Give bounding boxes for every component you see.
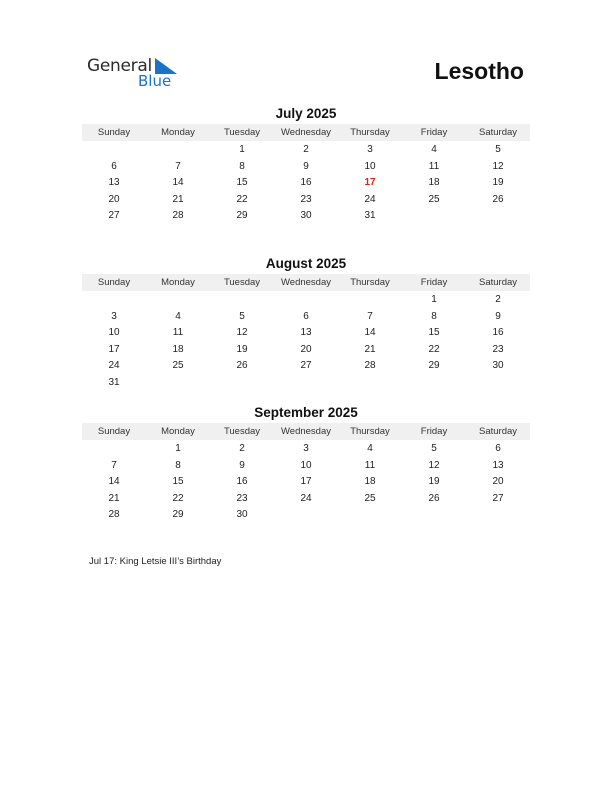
weekday-label: Wednesday: [281, 426, 331, 437]
week-row: [82, 491, 530, 508]
weekday-label: Sunday: [97, 127, 131, 138]
day-cell: 22: [236, 193, 248, 205]
day-cell: 30: [236, 509, 248, 521]
week-row: [82, 192, 530, 209]
week-row: [82, 325, 530, 342]
day-cell: [338, 292, 402, 309]
weekday-label: Saturday: [478, 277, 518, 288]
holiday-day-cell: 17: [364, 177, 376, 189]
week-row: [82, 507, 530, 524]
week-row: [82, 441, 530, 458]
day-cell: [274, 507, 338, 524]
day-cell: 30: [300, 210, 312, 222]
day-cell: [402, 375, 466, 392]
day-cell: 11: [428, 160, 440, 172]
day-cell: 12: [428, 459, 440, 471]
weekday-label: Friday: [420, 426, 448, 437]
weekday-label: Monday: [161, 277, 195, 288]
day-cell: 29: [172, 509, 184, 521]
day-cell: 24: [108, 360, 120, 372]
country-title: Lesotho: [434, 58, 524, 84]
day-cell: 28: [172, 210, 184, 222]
day-cell: 1: [431, 294, 437, 305]
day-cell: [402, 208, 466, 225]
month-calendar: [82, 106, 530, 225]
day-cell: 5: [431, 443, 437, 454]
week-row: [82, 358, 530, 375]
day-cell: 16: [300, 177, 312, 189]
day-cell: 10: [364, 160, 376, 172]
day-cell: 3: [367, 144, 373, 155]
day-cell: [402, 507, 466, 524]
day-cell: 6: [111, 160, 117, 172]
day-cell: 29: [428, 360, 440, 372]
day-cell: [466, 375, 530, 392]
day-cell: 6: [495, 443, 501, 454]
day-cell: 18: [428, 177, 440, 189]
weeks-grid: [82, 141, 530, 225]
day-cell: 31: [108, 376, 120, 388]
weekday-header-row: [82, 274, 530, 291]
day-cell: 3: [303, 443, 309, 454]
day-cell: [82, 441, 146, 458]
month-calendar: [82, 405, 530, 524]
day-cell: 2: [495, 294, 501, 305]
day-cell: 19: [428, 476, 440, 488]
day-cell: 25: [172, 360, 184, 372]
day-cell: 25: [364, 492, 376, 504]
day-cell: 19: [236, 343, 248, 355]
weekday-header-row: [82, 423, 530, 440]
week-row: [82, 208, 530, 225]
day-cell: 27: [492, 492, 504, 504]
month-title: July 2025: [275, 106, 337, 121]
week-row: [82, 309, 530, 326]
day-cell: [82, 292, 146, 309]
day-cell: 4: [175, 310, 181, 322]
day-cell: 27: [108, 210, 120, 222]
day-cell: 28: [364, 360, 376, 372]
weekday-label: Thursday: [350, 127, 390, 138]
day-cell: 26: [492, 193, 504, 205]
day-cell: 12: [492, 160, 504, 172]
day-cell: 24: [364, 193, 376, 205]
day-cell: 17: [108, 343, 120, 355]
day-cell: 15: [428, 327, 440, 339]
day-cell: 2: [303, 144, 309, 155]
day-cell: 21: [108, 492, 120, 504]
day-cell: [338, 507, 402, 524]
weekday-label: Wednesday: [281, 127, 331, 138]
day-cell: [146, 292, 210, 309]
week-row: [82, 292, 530, 309]
day-cell: 18: [172, 343, 184, 355]
day-cell: 5: [495, 144, 501, 155]
day-cell: 25: [428, 193, 440, 205]
day-cell: 1: [175, 443, 181, 454]
day-cell: 5: [239, 310, 245, 322]
day-cell: 28: [108, 509, 120, 521]
day-cell: 7: [367, 310, 373, 322]
day-cell: [146, 142, 210, 159]
day-cell: 18: [364, 476, 376, 488]
weekday-label: Monday: [161, 127, 195, 138]
day-cell: 21: [172, 193, 184, 205]
day-cell: 10: [108, 327, 120, 339]
weekday-label: Sunday: [97, 426, 131, 437]
day-cell: 26: [236, 360, 248, 372]
week-row: [82, 175, 530, 192]
day-cell: 13: [108, 177, 120, 189]
day-cell: 20: [492, 476, 504, 488]
logo-text-general: General: [87, 56, 152, 76]
day-cell: 23: [236, 492, 248, 504]
month-title: August 2025: [265, 256, 347, 271]
day-cell: 19: [492, 177, 504, 189]
day-cell: 10: [300, 459, 312, 471]
day-cell: 3: [111, 310, 117, 322]
day-cell: [210, 292, 274, 309]
day-cell: [146, 375, 210, 392]
weekday-label: Thursday: [350, 277, 390, 288]
weekday-label: Friday: [420, 127, 448, 138]
day-cell: [466, 208, 530, 225]
day-cell: 16: [492, 327, 504, 339]
week-row: [82, 159, 530, 176]
day-cell: 8: [175, 459, 181, 471]
week-row: [82, 458, 530, 475]
day-cell: 14: [108, 476, 120, 488]
day-cell: 26: [428, 492, 440, 504]
day-cell: 31: [364, 210, 376, 222]
month-title: September 2025: [254, 405, 358, 420]
day-cell: 9: [239, 459, 245, 471]
day-cell: 9: [303, 160, 309, 172]
week-row: [82, 474, 530, 491]
day-cell: 30: [492, 360, 504, 372]
weeks-grid: [82, 440, 530, 524]
day-cell: 11: [364, 459, 376, 471]
brand-logo: [87, 56, 187, 92]
holiday-note: Jul 17: King Letsie III’s Birthday: [89, 556, 222, 567]
day-cell: 9: [495, 310, 501, 322]
weekday-label: Saturday: [478, 127, 518, 138]
day-cell: 21: [364, 343, 376, 355]
weekday-label: Tuesday: [223, 426, 261, 437]
weekday-label: Friday: [420, 277, 448, 288]
month-calendar: [82, 256, 530, 392]
holiday-notes: [89, 556, 221, 567]
day-cell: 22: [172, 492, 184, 504]
weekday-label: Thursday: [350, 426, 390, 437]
weekday-label: Tuesday: [223, 127, 261, 138]
week-row: [82, 142, 530, 159]
day-cell: [338, 375, 402, 392]
logo-text-blue: Blue: [138, 72, 172, 90]
day-cell: 4: [367, 443, 373, 454]
day-cell: 22: [428, 343, 440, 355]
day-cell: [210, 375, 274, 392]
day-cell: 1: [239, 144, 245, 155]
weekday-label: Sunday: [97, 277, 131, 288]
day-cell: [274, 292, 338, 309]
day-cell: 29: [236, 210, 248, 222]
weekday-label: Saturday: [478, 426, 518, 437]
day-cell: 23: [492, 343, 504, 355]
day-cell: [466, 507, 530, 524]
day-cell: 14: [172, 177, 184, 189]
day-cell: 24: [300, 492, 312, 504]
weeks-grid: [82, 291, 530, 392]
day-cell: 13: [492, 459, 504, 471]
day-cell: 8: [431, 310, 437, 322]
day-cell: 7: [111, 459, 117, 471]
day-cell: 17: [300, 476, 312, 488]
weekday-label: Wednesday: [281, 277, 331, 288]
day-cell: 20: [300, 343, 312, 355]
day-cell: 23: [300, 193, 312, 205]
day-cell: 14: [364, 327, 376, 339]
week-row: [82, 375, 530, 392]
weekday-label: Monday: [161, 426, 195, 437]
day-cell: 7: [175, 160, 181, 172]
weekday-header-row: [82, 124, 530, 141]
day-cell: 15: [236, 177, 248, 189]
day-cell: 16: [236, 476, 248, 488]
day-cell: 20: [108, 193, 120, 205]
day-cell: 4: [431, 144, 437, 155]
day-cell: [82, 142, 146, 159]
weekday-label: Tuesday: [223, 277, 261, 288]
day-cell: 11: [172, 327, 184, 339]
day-cell: [274, 375, 338, 392]
day-cell: 6: [303, 310, 309, 322]
day-cell: 15: [172, 476, 184, 488]
day-cell: 27: [300, 360, 312, 372]
week-row: [82, 342, 530, 359]
day-cell: 2: [239, 443, 245, 454]
day-cell: 12: [236, 327, 248, 339]
day-cell: 13: [300, 327, 312, 339]
day-cell: 8: [239, 160, 245, 172]
